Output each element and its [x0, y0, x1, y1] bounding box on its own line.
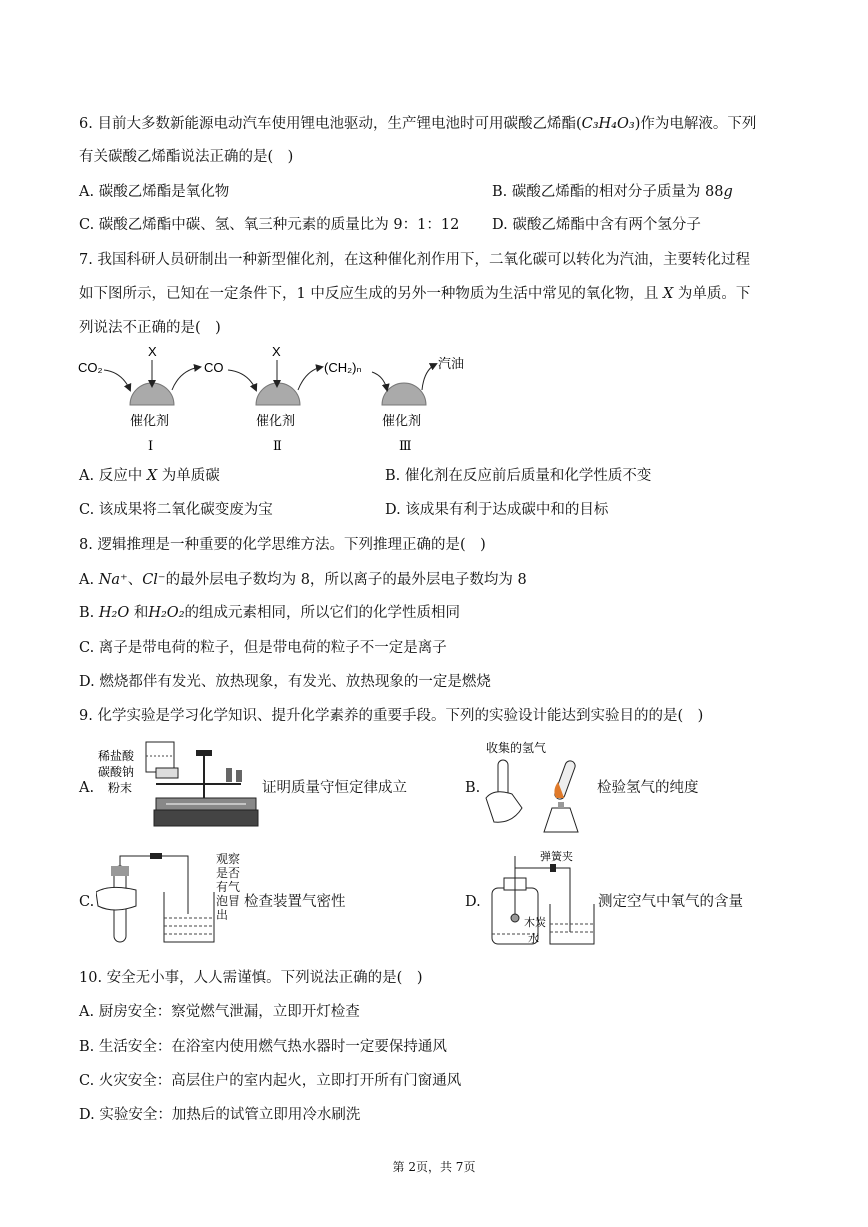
q9-d-clamp	[550, 864, 556, 872]
q9-a-tag-powder: 粉末	[108, 781, 133, 795]
q9-b-hydrogen-test-figure	[482, 738, 602, 836]
q6-option-c: C. 碳酸乙烯酯中碳、氢、氧三种元素的质量比为 9：1：12	[79, 217, 460, 233]
q9-d-tag-charcoal: 木炭	[524, 917, 546, 929]
q7-option-a	[79, 466, 220, 486]
q7-var-x: X	[662, 286, 674, 302]
q7-option-a-text-b: 为单质碳	[161, 468, 220, 484]
q9-d-tag-water: 水	[528, 933, 539, 945]
q8-stem: 8. 逻辑推理是一种重要的化学思维方法。下列推理正确的是( )	[79, 537, 486, 553]
q7-stem-line1: 7. 我国科研人员研制出一种新型催化剂，在这种催化剂作用下，二氧化碳可以转化为汽油，主要转化过程	[79, 252, 750, 268]
q9-a-tag-acid: 稀盐酸	[98, 749, 135, 763]
q7-arrow-in-2	[228, 370, 256, 390]
q9-c-hand	[96, 887, 136, 910]
q9-d-spoon	[511, 914, 519, 922]
q7-arrow-out-3	[422, 364, 436, 390]
q6-option-b	[492, 182, 733, 202]
q9-b-alcohol-lamp	[544, 808, 578, 832]
q9-a-tag-carbonate: 碳酸钠	[98, 765, 135, 779]
q7-arrow-out-1	[172, 367, 200, 390]
q8-option-b-text: 的组成元素相同，所以它们的化学性质相同	[184, 605, 461, 621]
q7-arrow-in-3	[372, 372, 387, 390]
q9-a-small-beaker	[156, 768, 178, 778]
q9-option-c-caption: 检查装置气密性	[244, 894, 346, 910]
q10-stem: 10. 安全无小事，人人需谨慎。下列说法正确的是( )	[79, 970, 423, 986]
q10-option-b: B. 生活安全：在浴室内使用燃气热水器时一定要保持通风	[79, 1039, 447, 1055]
q8-option-b-and: 和	[133, 605, 149, 621]
q6-option-d: D. 碳酸乙烯酯中含有两个氢分子	[492, 217, 701, 233]
q7-gasoline-label: 汽油	[438, 356, 465, 371]
q7-stem-text-b: 为单质。下	[677, 286, 751, 302]
q7-option-a-text: A. 反应中	[79, 468, 143, 484]
q6-stem-line2: 有关碳酸乙烯酯说法正确的是( )	[79, 149, 294, 165]
q6-option-a: A. 碳酸乙烯酯是氧化物	[79, 184, 230, 200]
q10-option-c: C. 火灾安全：高层住户的室内起火，立即打开所有门窗通风	[79, 1073, 462, 1089]
q8-option-d: D. 燃烧都伴有发光、放热现象，有发光、放热现象的一定是燃烧	[79, 674, 491, 690]
q8-option-a-text: 的最外层电子数均为 8，所以离子的最外层电子数均为 8	[165, 572, 527, 588]
q9-option-c-label: C.	[79, 894, 95, 910]
q7-stem-line3: 列说法不正确的是( )	[79, 320, 221, 336]
q8-option-a: A. Na⁺、Cl⁻的最外层电子数均为 8，所以离子的最外层电子数均为 8	[79, 572, 527, 588]
q10-option-d: D. 实验安全：加热后的试管立即用冷水刷洗	[79, 1107, 361, 1123]
q10-option-a: A. 厨房安全：察觉燃气泄漏，立即开灯检查	[79, 1004, 360, 1020]
q6-stem-line1	[79, 114, 756, 134]
q8-ion-na: Na⁺	[98, 572, 128, 588]
q6-formula: C₃H₄O₃	[581, 116, 635, 132]
q6-option-b-unit: g	[723, 184, 733, 200]
q7-arrow-in-1	[104, 370, 130, 390]
q7-stage-1: Ⅰ	[148, 439, 154, 454]
q7-catalyst-3-label: 催化剂	[382, 413, 422, 428]
q7-catalyst-3-shape	[382, 383, 426, 405]
q7-stage-3: Ⅲ	[399, 439, 412, 454]
q7-co-label: CO	[204, 360, 224, 375]
q9-c-tag-bubbles: 观察是否有气泡冒出	[216, 852, 241, 922]
q9-a-balance-figure	[96, 740, 266, 832]
q9-b-tag-hydrogen: 收集的氢气	[486, 741, 547, 755]
page-footer: 第 2页，共 7页	[392, 1160, 476, 1174]
q7-process-diagram	[72, 340, 492, 455]
q6-stem-text: 6. 目前大多数新能源电动汽车使用锂电池驱动，生产锂电池时可用碳酸乙烯酯(	[79, 116, 582, 132]
q8-option-b	[79, 603, 460, 623]
q7-ch2n-label: (CH₂)ₙ	[324, 360, 362, 375]
q7-catalyst-2-label: 催化剂	[256, 413, 296, 428]
q7-option-a-var: X	[146, 468, 158, 484]
q7-stem-text: 如下图所示，已知在一定条件下，1 中反应生成的另外一种物质为生活中常见的氧化物，且	[79, 286, 659, 302]
q9-option-a-label: A.	[79, 780, 95, 796]
q9-option-d-caption: 测定空气中氧气的含量	[598, 894, 743, 910]
q7-stage-2: Ⅱ	[273, 439, 282, 454]
q9-d-tag-clamp: 弹簧夹	[540, 851, 573, 863]
q8-formula-h2o2: H₂O₂	[148, 605, 185, 621]
q9-option-b-caption: 检验氢气的纯度	[597, 780, 699, 796]
q8-option-a-label: A.	[79, 572, 95, 588]
q9-d-oxygen-figure	[484, 846, 600, 950]
q7-option-c: C. 该成果将二氧化碳变废为宝	[79, 502, 273, 518]
q8-option-c: C. 离子是带电荷的粒子，但是带电荷的粒子不一定是离子	[79, 640, 447, 656]
q6-option-b-text: B. 碳酸乙烯酯的相对分子质量为 88	[492, 184, 724, 200]
q9-stem: 9. 化学实验是学习化学知识、提升化学素养的重要手段。下列的实验设计能达到实验目的的是( )	[79, 708, 704, 724]
q7-x2-label: X	[272, 344, 281, 359]
q7-catalyst-1-shape	[130, 383, 174, 405]
q7-catalyst-1-label: 催化剂	[130, 413, 170, 428]
q8-option-b-label: B.	[79, 605, 95, 621]
q7-option-d: D. 该成果有利于达成碳中和的目标	[385, 502, 609, 518]
q6-stem-text-b: )作为电解液。下列	[634, 116, 757, 132]
q7-arrow-out-2	[298, 367, 322, 390]
q9-b-hand	[486, 792, 522, 822]
q7-option-b: B. 催化剂在反应前后质量和化学性质不变	[385, 468, 652, 484]
q8-ion-cl: Cl⁻	[142, 572, 166, 588]
q7-stem-line2	[79, 284, 750, 304]
q8-formula-h2o: H₂O	[98, 605, 130, 621]
q9-option-b-label: B.	[465, 780, 481, 796]
q9-option-d-label: D.	[465, 894, 481, 910]
q7-x1-label: X	[148, 344, 157, 359]
q9-option-a-caption: 证明质量守恒定律成立	[262, 780, 407, 796]
q7-co2-label: CO₂	[78, 360, 103, 375]
q7-catalyst-2-shape	[256, 383, 300, 405]
